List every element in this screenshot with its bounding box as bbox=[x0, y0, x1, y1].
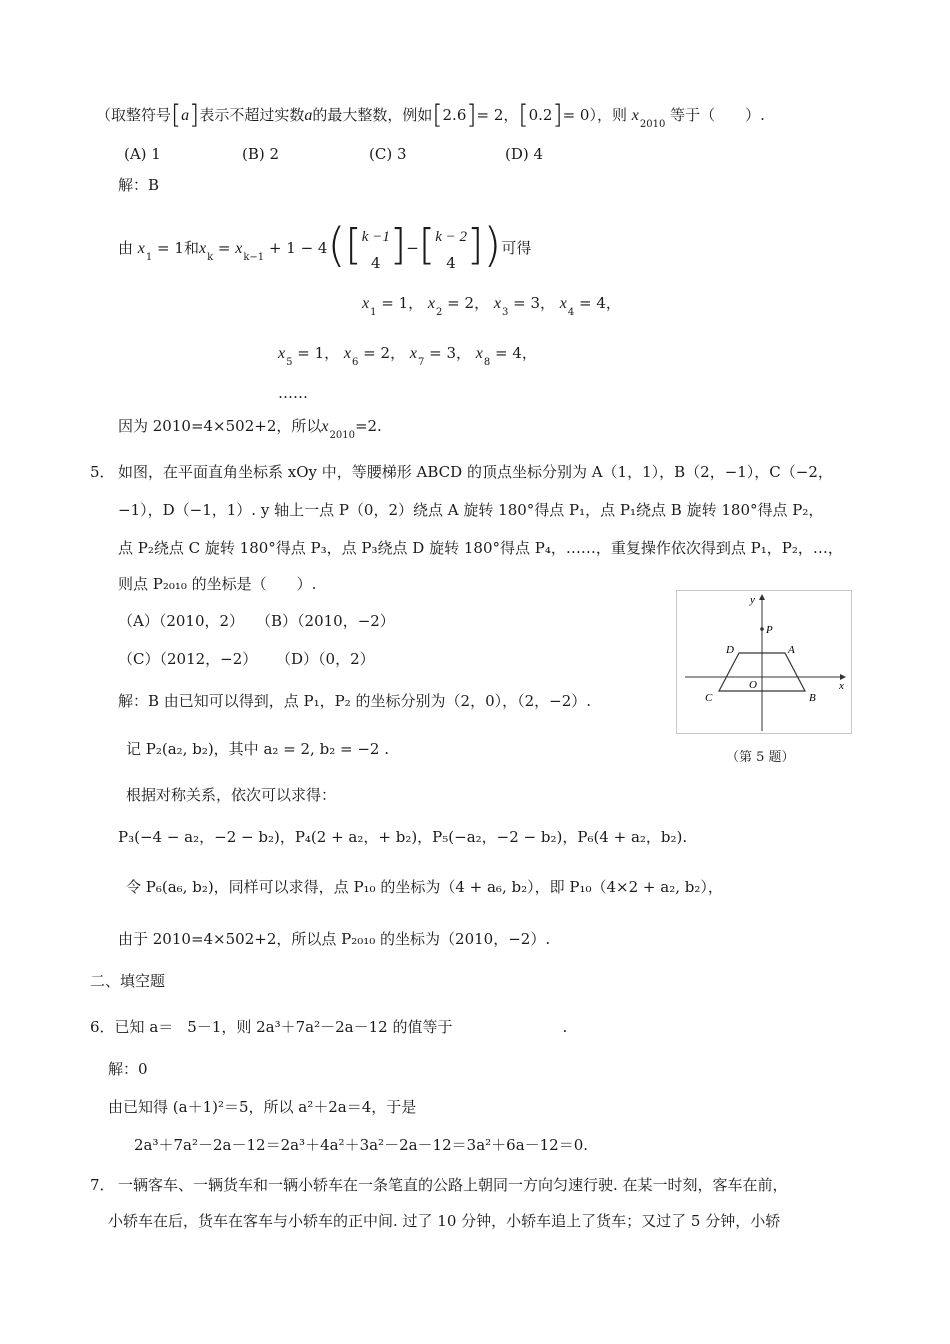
q4-option-d: (D) 4 bbox=[505, 145, 544, 163]
q4-row1-sub4: 4 bbox=[567, 307, 575, 318]
q4-row2-sub3: 7 bbox=[417, 357, 425, 368]
q4-row2-val1: 1 bbox=[314, 344, 325, 362]
label-y: y bbox=[750, 594, 755, 606]
q4-intro-mid: 表示不超过实数 bbox=[199, 106, 305, 124]
q4-example1: 2.6 bbox=[442, 106, 467, 124]
q4-row1-sub2: 2 bbox=[436, 307, 443, 318]
q4-row1-val2: 2 bbox=[464, 294, 475, 312]
q5-figure bbox=[676, 590, 852, 734]
label-a: A bbox=[788, 644, 795, 656]
q5-options-row2 bbox=[118, 648, 375, 670]
q5-line2: −1），D（−1，1）. y 轴上一点 P（0，2）绕点 A 旋转 180°得点 P₁，点 P₁绕点 B 旋转 180°得点 P₂， bbox=[118, 501, 824, 519]
q5-figure-caption: （第 5 题） bbox=[726, 750, 795, 765]
q7-number: 7． bbox=[90, 1176, 115, 1194]
q4-row1: $x_1 = 1$， $x_2 = 2$， $x_3 = 3$， $x_4 = 4$， bbox=[362, 294, 621, 318]
q5-options-row1 bbox=[118, 610, 395, 632]
q4-derive-pre: 由 bbox=[118, 239, 134, 257]
q5-solution-5: 令 P₆(a₆, b₂)，同样可以求得，点 P₁₀ 的坐标为（4 + a₆, b₂），即 P₁₀（4×2 + a₂, b₂）， bbox=[126, 878, 723, 896]
q6-solution-1: 由已知得 (a＋1)²＝5，所以 a²＋2a＝4，于是 bbox=[108, 1098, 417, 1116]
q5-solution-1: 解：B 由已知可以得到，点 P₁，P₂ 的坐标分别为（2，0），（2，−2）. bbox=[118, 692, 592, 710]
q4-intro: （取整符号[a]表示不超过实数a的最大整数，例如[2.6]= 2，[0.2]= 0），则 $x_{2010}$ 等于（ ）. bbox=[96, 100, 765, 130]
label-d: D bbox=[726, 644, 734, 656]
q4-bracket-var: a bbox=[181, 107, 190, 124]
q4-example1-value: = 2， bbox=[476, 106, 519, 124]
q4-conclusion-pre: 因为 2010=4×502+2，所以 bbox=[118, 417, 322, 435]
q4-frac1-bottom: 4 bbox=[371, 253, 381, 272]
label-b: B bbox=[809, 692, 816, 704]
q5-option-d: （D）（0，2） bbox=[276, 650, 375, 668]
q4-frac2-top: k − 2 bbox=[435, 228, 467, 245]
q4-row2-sub2: 6 bbox=[352, 357, 359, 368]
q4-row2: $x_5 = 1$， $x_6 = 2$， $x_7 = 3$， $x_8 = 4$， bbox=[278, 344, 537, 368]
q6-sqrt-value: 5 bbox=[187, 1018, 197, 1036]
q4-conclusion: 因为 2010=4×502+2，所以$x_{2010}=2$. bbox=[118, 417, 382, 441]
q4-frac2-bottom: 4 bbox=[446, 253, 456, 272]
q4-intro-pre: （取整符号 bbox=[96, 106, 172, 124]
q5-option-b: （B）（2010，−2） bbox=[256, 612, 395, 630]
q5-line1: 如图，在平面直角坐标系 xOy 中，等腰梯形 ABCD 的顶点坐标分别为 A（1，1），B（2，−1），C（−2， bbox=[118, 463, 833, 481]
q4-row2-val4: 4 bbox=[512, 344, 522, 362]
label-o: O bbox=[749, 679, 757, 691]
q5-option-c: （C）（2012，−2） bbox=[118, 650, 258, 668]
q4-frac1 bbox=[362, 223, 390, 276]
q6-blank-end: . bbox=[562, 1018, 568, 1036]
q4-intro-mid2: 的最大整数，例如 bbox=[312, 106, 433, 124]
q4-row2-val2: 2 bbox=[380, 344, 391, 362]
q6-statement bbox=[90, 1016, 567, 1038]
q6-solution-2: 2a³＋7a²－2a－12＝2a³＋4a²＋3a²－2a－12＝3a²＋6a－12＝0. bbox=[134, 1136, 589, 1154]
q4-conclusion-sub: 2010 bbox=[329, 430, 355, 441]
q6-answer: 解：0 bbox=[108, 1060, 148, 1078]
q4-row1-sub3: 3 bbox=[501, 307, 509, 318]
q4-derive-end: 可得 bbox=[501, 239, 532, 257]
q5-solution-3: 根据对称关系，依次可以求得： bbox=[126, 786, 337, 804]
section-fill-in: 二、填空题 bbox=[90, 972, 166, 990]
q5-solution-2: 记 P₂(a₂, b₂)，其中 a₂ = 2, b₂ = −2 . bbox=[126, 740, 389, 758]
label-c: C bbox=[705, 692, 713, 704]
q4-derive-sub1: 1 bbox=[145, 252, 153, 263]
q4-frac1-top: k −1 bbox=[361, 228, 390, 245]
floor-bracket-close: ] bbox=[189, 100, 200, 130]
q5-solution-6: 由于 2010=4×502+2，所以点 P₂₀₁₀ 的坐标为（2010，−2）. bbox=[118, 930, 551, 948]
q7-line1: 一辆客车、一辆货车和一辆小轿车在一条笔直的公路上朝同一方向匀速行驶. 在某一时刻，客车在前， bbox=[118, 1176, 788, 1194]
q5-line4: 则点 P₂₀₁₀ 的坐标是（ ）. bbox=[118, 575, 317, 593]
q4-row1-val1: 1 bbox=[398, 294, 409, 312]
q4-conclusion-end: =2. bbox=[354, 417, 382, 435]
q4-x: x bbox=[631, 107, 639, 124]
q4-ask: 等于（ ）. bbox=[670, 106, 765, 124]
q6-number: 6． bbox=[90, 1018, 115, 1036]
q6-text-pre: 已知 a＝ bbox=[114, 1018, 174, 1036]
q5-line3: 点 P₂绕点 C 旋转 180°得点 P₃，点 P₃绕点 D 旋转 180°得点 P₄，……，重复操作依次得到点 P₁，P₂，…， bbox=[118, 539, 843, 557]
q4-row1-val4: 4 bbox=[596, 294, 606, 312]
q4-row2-sub1: 5 bbox=[286, 357, 293, 368]
q4-option-c: (C) 3 bbox=[369, 145, 407, 163]
q4-var-a: a bbox=[304, 107, 313, 124]
q4-derivation: 由 $x_1 = 1$和$x_k = x_{k-1} + 1 - 4([k -1$ 4 ]−[k − 2 4 ])可得 bbox=[118, 222, 531, 276]
q4-row1-sub1: 1 bbox=[370, 307, 377, 318]
q4-example2-value: = 0 bbox=[562, 106, 590, 124]
q5-option-a: （A）（2010，2） bbox=[118, 612, 245, 630]
q4-derive-mid: 和 bbox=[183, 239, 199, 257]
q4-frac2 bbox=[435, 223, 467, 276]
q5-solution-4: P₃(−4 − a₂，−2 − b₂)，P₄(2 + a₂，+ b₂)，P₅(−a₂，−2 − b₂)，P₆(4 + a₂，b₂). bbox=[118, 828, 688, 846]
q4-row2-sub4: 8 bbox=[483, 357, 491, 368]
q7-line2: 小轿车在后，货车在客车与小轿车的正中间. 过了 10 分钟，小轿车追上了货车；又过了 5 分钟，小轿 bbox=[108, 1212, 781, 1230]
q4-x-sub: 2010 bbox=[639, 119, 666, 130]
q4-answer: 解：B bbox=[118, 176, 160, 194]
q4-row2-val3: 3 bbox=[446, 344, 456, 362]
floor-bracket-open: [ bbox=[171, 100, 182, 130]
label-p: P bbox=[766, 624, 773, 636]
q4-ellipsis: …… bbox=[278, 384, 308, 402]
q4-example2: 0.2 bbox=[528, 106, 553, 124]
point-p bbox=[760, 627, 764, 631]
q5-number: 5． bbox=[90, 463, 115, 481]
q4-row1-val3: 3 bbox=[530, 294, 540, 312]
q6-text-mid: －1，则 2a³＋7a²－2a－12 的值等于 bbox=[196, 1018, 453, 1036]
q4-option-a: (A) 1 bbox=[124, 145, 161, 163]
q4-intro-end: ），则 bbox=[589, 106, 627, 124]
q4-option-b: (B) 2 bbox=[242, 145, 280, 163]
q4-options bbox=[124, 143, 543, 165]
trapezoid-diagram bbox=[677, 591, 851, 733]
label-x: x bbox=[839, 680, 844, 692]
